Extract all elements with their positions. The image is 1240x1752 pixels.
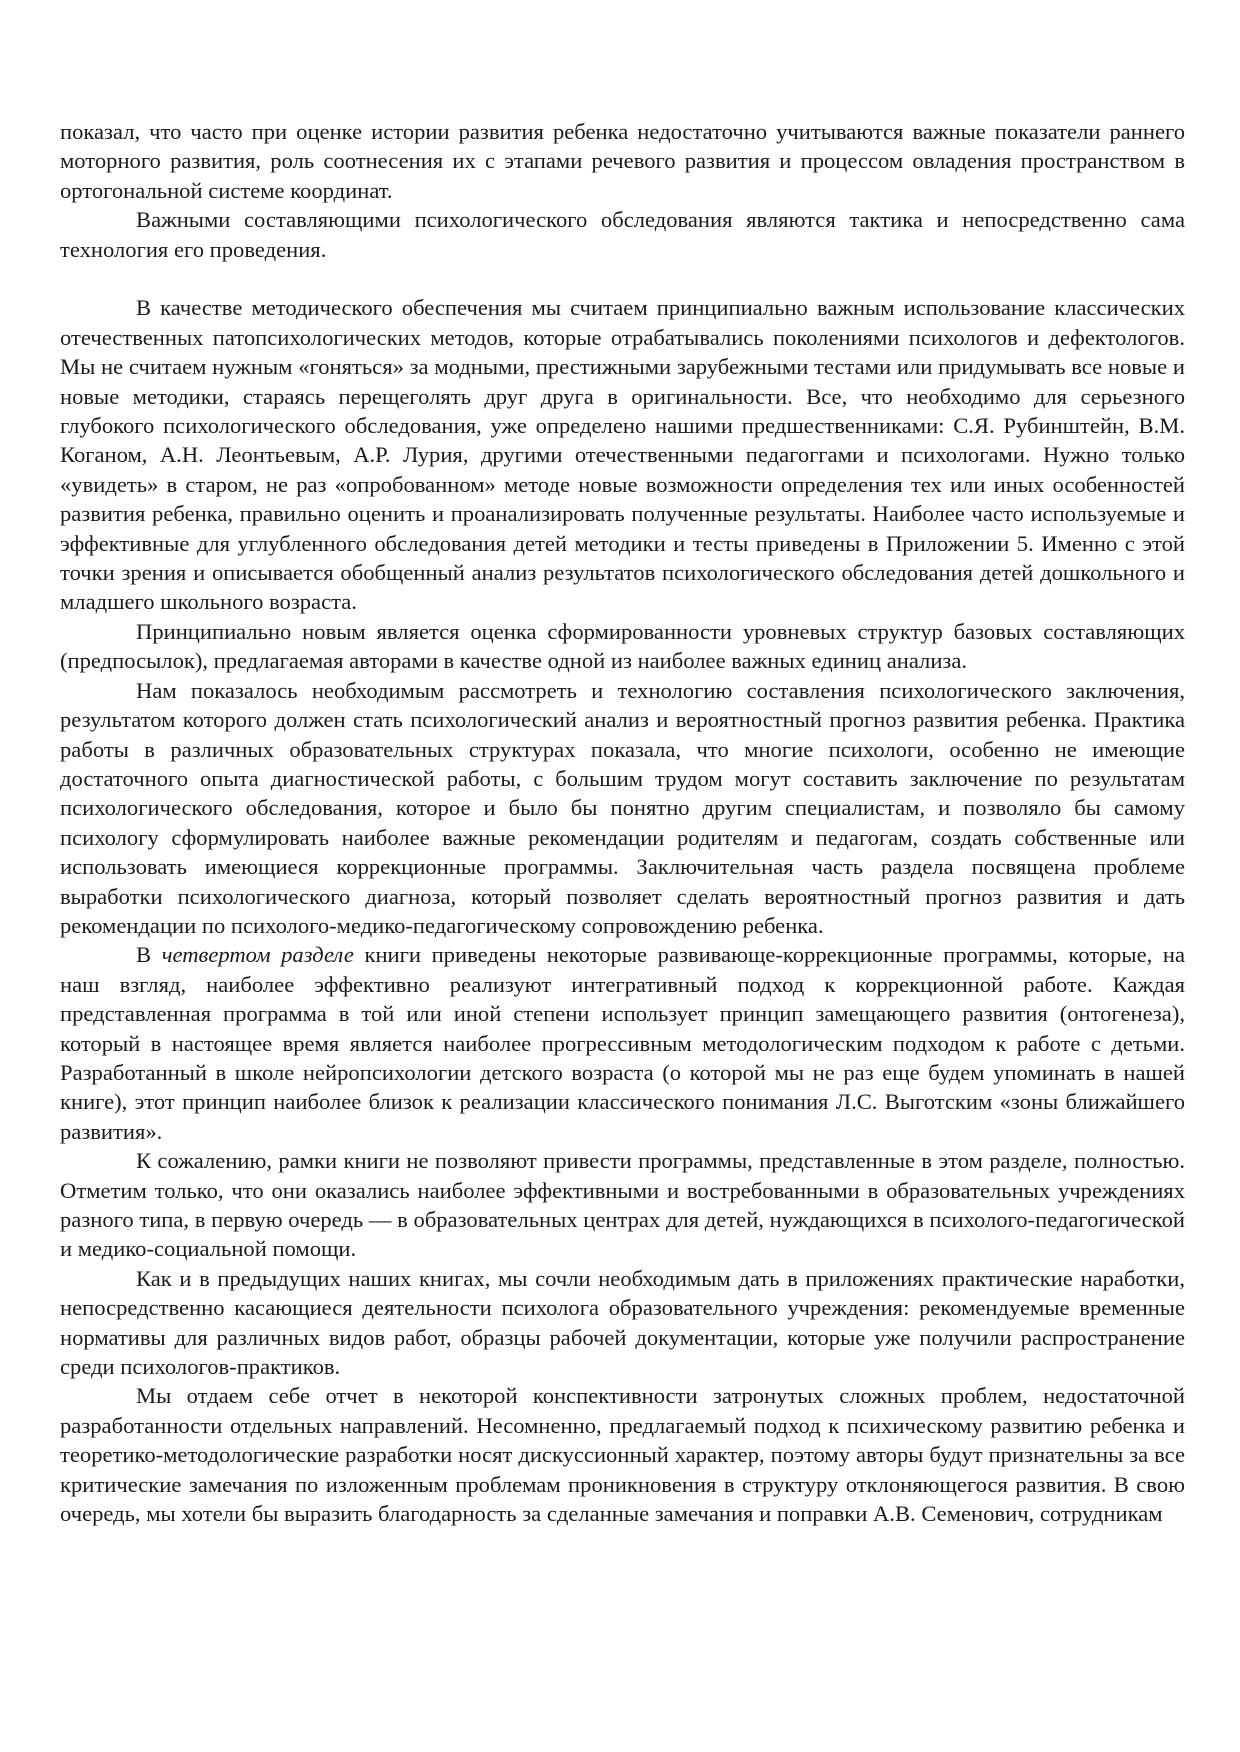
paragraph-acknowledgements: Мы отдаем себе отчет в некоторой конспективности затронутых сложных проблем, недостаточной разработанности отдельных направлений. Несомненно, предлагаемый подход к психическому развитию ребенка и теоретико-методологические разработки носят дискуссионный характер, поэтому авторы будут признательны за все критические замечания по изложенным проблемам проникновения в структуру отклоняющегося развития. В свою очередь, мы хотели бы выразить благодарность за сделанные замечания и поправки А.В. Семенович, сотрудникам — [60, 1383, 1185, 1527]
paragraph-lead-text: В — [136, 942, 162, 968]
paragraph-level-structures: Принципиально новым является оценка сформированности уровневых структур базовых составляющих (предпосылок), предлагаемая авторами в качестве одной из наиболее важных единиц анализа. — [60, 618, 1185, 674]
body-text — [60, 117, 1185, 1528]
paragraph-fourth-section — [60, 940, 1185, 1146]
section-emphasis: четвертом разделе — [161, 942, 354, 968]
paragraph-appendices: Как и в предыдущих наших книгах, мы сочли необходимым дать в приложениях практические наработки, непосредственно касающиеся деятельности психолога образовательного учреждения: рекомендуемые временные нормативы для различных видов работ, образцы рабочей документации, которые уже получили распространение среди психологов-практиков. — [60, 1265, 1185, 1380]
paragraph-rest-text: книги приведены некоторые развивающе-коррекционные программы, которые, на наш взгляд, наиболее эффективно реализуют интегративный подход к коррекционной работе. Каждая представленная программа в той или иной степени использует принцип замещающего развития (онтогенеза), который в настоящее время является наиболее прогрессивным методологическим подходом к работе с детьми. Разработанный в школе нейропсихологии детского возраста (о которой мы не раз еще будем упоминать в нашей книге), этот принцип наиболее близок к реализации классического понимания Л.С. Выготским «зоны ближайшего развития». — [60, 942, 1185, 1144]
paragraph-continuation: показал, что часто при оценке истории развития ребенка недостаточно учитываются важные показатели раннего моторного развития, роль соотнесения их с этапами речевого развития и процессом овладения пространством в ортогональной системе координат. — [60, 119, 1185, 203]
paragraph-methodical-support: В качестве методического обеспечения мы считаем принципиально важным использование классических отечественных патопсихологических методов, которые отрабатывались поколениями психологов и дефектологов. Мы не считаем нужным «гоняться» за модными, престижными зарубежными тестами или придумывать все новые и новые методики, стараясь перещеголять друг друга в оригинальности. Все, что необходимо для серьезного глубокого психологического обследования, уже определено нашими предшественниками: С.Я. Рубинштейн, В.М. Коганом, А.Н. Леонтьевым, А.Р. Лурия, другими отечественными педагоггами и психологами. Нужно только «увидеть» в старом, не раз «опробованном» методе новые возможности определения тех или иных особенностей развития ребенка, правильно оценить и проанализировать полученные результаты. Наиболее часто используемые и эффективные для углубленного обследования детей методики и тесты приведены в Приложении 5. Именно с этой точки зрения и описывается обобщенный анализ результатов психологического обследования детей дошкольного и младшего школьного возраста. — [60, 295, 1185, 615]
paragraph-examination-tactics: Важными составляющими психологического обследования являются тактика и непосредственно сама технология его проведения. — [60, 207, 1185, 262]
paragraph-programs-note: К сожалению, рамки книги не позволяют привести программы, представленные в этом разделе, полностью. Отметим только, что они оказались наиболее эффективными и востребованными в образовательных учреждениях разного типа, в первую очередь — в образовательных центрах для детей, нуждающихся в психолого-педагогической и медико-социальной помощи. — [60, 1148, 1185, 1262]
paragraph-psychological-conclusion: Нам показалось необходимым рассмотреть и технологию составления психологического заключения, результатом которого должен стать психологический анализ и вероятностный прогноз развития ребенка. Практика работы в различных образовательных структурах показала, что многие психологи, особенно не имеющие достаточного опыта диагностической работы, с большим трудом могут составить заключение по результатам психологического обследования, которое и было бы понятно другим специалистам, и позволяло бы самому психологу сформулировать наиболее важные рекомендации родителям и педагогам, создать собственные или использовать имеющиеся коррекционные программы. Заключительная часть раздела посвящена проблеме выработки психологического диагноза, который позволяет сделать вероятностный прогноз развития и дать рекомендации по психолого-медико-педагогическому сопровождению ребенка. — [60, 677, 1185, 938]
